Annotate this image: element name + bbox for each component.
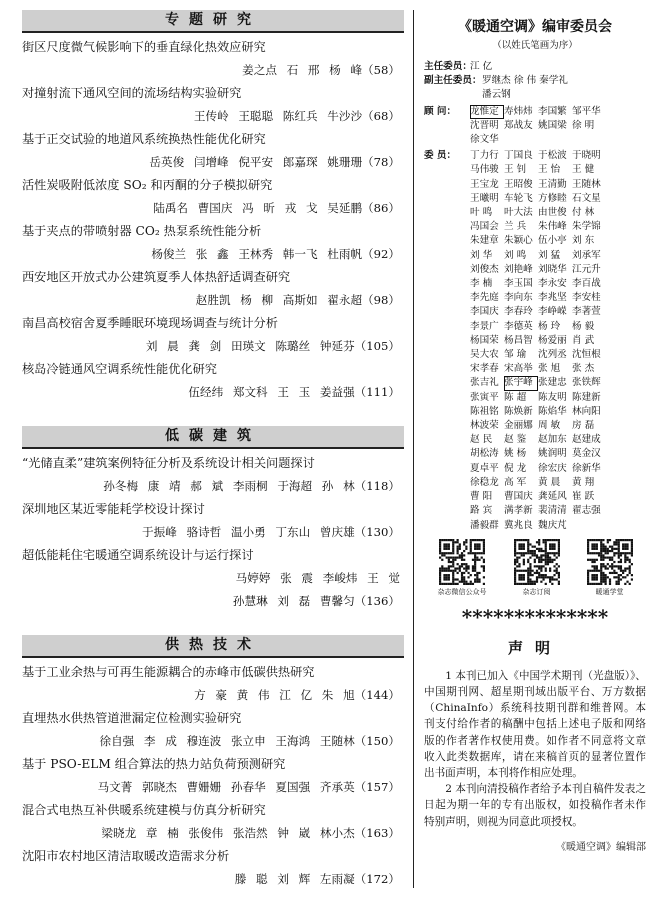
vice-label: 副主任委员：	[424, 75, 482, 87]
committee-member: 马伟骏	[470, 164, 499, 176]
committee-member: 赵 鉴	[504, 434, 527, 446]
advisor-label: 顾 问：	[424, 105, 457, 117]
qr-codes	[424, 539, 646, 597]
committee-member: 倪 龙	[504, 462, 527, 474]
chair-label: 主任委员：	[424, 61, 472, 72]
committee-member: 刘 鸣	[504, 249, 527, 261]
committee-member: 张 旭	[538, 363, 561, 375]
article-authors: 徐自强 李 成 穆连波 张立申 王海鸿 王随林（150）	[99, 734, 400, 748]
article-title[interactable]: 基于 PSO-ELM 组合算法的热力站负荷预测研究	[22, 757, 286, 771]
committee-member: 王宝龙	[470, 178, 499, 190]
article-authors: 陆禹名 曹国庆 冯 昕 戎 戈 吴延鹏（86）	[153, 201, 400, 215]
committee-member: 宋高举	[504, 363, 533, 375]
committee-member: 路 宾	[470, 505, 493, 517]
committee-member: 赵 民	[470, 434, 493, 446]
committee-member: 赵加东	[538, 434, 567, 446]
chair-name: 江 亿	[470, 61, 493, 72]
committee-member: 魏庆芃	[538, 519, 567, 531]
committee-member: 徐文华	[470, 134, 499, 146]
qr-code[interactable]	[514, 539, 560, 597]
article-title[interactable]: 西安地区开放式办公建筑夏季人体热舒适调查研究	[22, 270, 291, 284]
committee-member: 李永安	[538, 278, 567, 290]
committee-member: 周 敏	[538, 420, 561, 432]
committee-member: 叶 鸣	[470, 207, 493, 219]
advisor-row	[424, 105, 646, 148]
qr-code[interactable]	[587, 539, 633, 597]
committee-member: 潘毅群	[470, 519, 499, 531]
committee-member: 付 林	[572, 207, 595, 219]
committee-member: 丁力行	[470, 150, 499, 162]
article-title[interactable]: “光储直柔”建筑案例特征分析及系统设计相关问题探讨	[22, 456, 315, 470]
committee-member: 冀兆良	[504, 519, 533, 531]
committee-member: 王清勤	[538, 178, 567, 190]
committee-member: 林波荣	[470, 420, 499, 432]
article-title[interactable]: 深圳地区某近零能耗学校设计探讨	[22, 502, 205, 516]
article-authors: 伍经纬 郑文科 王 玉 姜益强（111）	[188, 385, 400, 399]
qr-code[interactable]	[438, 539, 487, 597]
committee-member: 姚国梁	[538, 119, 567, 131]
committee-member: 李兆坚	[538, 292, 567, 304]
qr-code-label: 暖通学堂	[595, 587, 624, 596]
vice-names: 罗继杰 徐 伟 秦学礼	[482, 75, 568, 87]
article-title[interactable]: 南昌高校宿舍夏季睡眠环境现场调查与统计分析	[22, 316, 278, 330]
committee-member: 邹 瑜	[504, 349, 527, 361]
committee-member: 江元升	[572, 263, 601, 275]
article-authors: 马婷婷 张 震 李峻炜 王 觉	[235, 571, 400, 585]
advisor-grid	[470, 105, 606, 148]
committee-member: 李先庭	[470, 292, 499, 304]
article-authors: 于振峰 骆诗哲 温小勇 丁东山 曾庆雄（130）	[142, 525, 400, 539]
committee-member: 李向东	[504, 292, 533, 304]
committee-member: 王随林	[572, 178, 601, 190]
committee-member: 刘 华	[470, 249, 493, 261]
committee-member: 李峥嵘	[538, 306, 567, 318]
committee-member: 张吉礼	[470, 377, 499, 389]
committee-member: 李春玲	[504, 306, 533, 318]
committee-member: 杨国荣	[470, 334, 499, 346]
committee-member: 刘晓华	[538, 263, 567, 275]
article-title[interactable]: 基于正交试验的地道风系统换热性能优化研究	[22, 132, 266, 146]
committee-member: 杨爱丽	[538, 334, 567, 346]
declaration-paragraph-2: 2 本刊向清投稿作者给予本刊自稿件发表之日起为期一年的专有出版权，如投稿作者未作特别声明，则视为同意此项授权。	[424, 783, 646, 828]
committee-member: 徐宏庆	[538, 462, 567, 474]
committee-member: 满孝新	[504, 505, 533, 517]
committee-member: 张寅平	[470, 391, 499, 403]
committee-member: 车轮飞	[504, 192, 533, 204]
committee-member: 林向阳	[572, 405, 601, 417]
committee-member: 于松波	[538, 150, 567, 162]
committee-member: 李 楠	[470, 278, 493, 290]
article-title[interactable]: 基于夹点的带喷射器 CO₂ 热泵系统性能分析	[22, 224, 262, 238]
committee-member: 李国庆	[470, 306, 499, 318]
article-title[interactable]: 活性炭吸附低浓度 SO₂ 和丙酮的分子模拟研究	[22, 178, 273, 192]
article-title[interactable]: 超低能耗住宅暖通空调系统设计与运行探讨	[22, 548, 254, 562]
committee-member: 崔 跃	[572, 491, 595, 503]
committee-member: 张铁辉	[572, 377, 601, 389]
committee-member: 寿炜炜	[504, 105, 533, 117]
committee-member: 刘俊杰	[470, 263, 499, 275]
committee-member: 吴大农	[470, 349, 499, 361]
star-divider: **************	[461, 604, 609, 629]
committee-member: 黄 翔	[572, 476, 595, 488]
committee-member: 赵建成	[572, 434, 601, 446]
committee-member: 由世俊	[538, 207, 567, 219]
article-title[interactable]: 沈阳市农村地区清洁取暖改造需求分析	[22, 849, 230, 863]
committee-member: 朱建章	[470, 235, 499, 247]
committee-member: 郑战友	[504, 119, 533, 131]
declaration-title: 声明	[507, 638, 562, 657]
article-authors-continued: 孙慧琳 刘 磊 曹馨匀（136）	[232, 594, 400, 608]
committee-member: 沈晋明	[470, 119, 499, 131]
article-authors: 马文菁 郭晓杰 曹姗姗 孙春华 夏国强 齐承英（157）	[97, 780, 400, 794]
member-row	[424, 149, 646, 532]
committee-member: 石文星	[572, 192, 601, 204]
member-grid	[470, 149, 606, 532]
article-authors: 岳英俊 闫增峰 倪平安 郎嘉琛 姚珊珊（78）	[149, 155, 400, 169]
committee-member: 李景广	[470, 320, 499, 332]
member-label: 委 员：	[424, 150, 457, 162]
committee-member: 胡松涛	[470, 448, 499, 460]
committee-member: 方修睦	[538, 192, 567, 204]
committee-member: 肖 武	[572, 334, 595, 346]
column-divider	[413, 10, 414, 888]
committee-member: 沈恒根	[572, 349, 601, 361]
committee-member: 陈焰华	[538, 405, 567, 417]
committee-member: 龚延风	[538, 491, 567, 503]
committee-member: 叶大法	[504, 207, 533, 219]
committee-member: 陈建新	[572, 391, 601, 403]
committee-member: 李玉国	[504, 278, 533, 290]
article-authors: 王传岭 王聪聪 陈红兵 牛沙沙（68）	[193, 109, 400, 123]
committee-member: 陈焕新	[504, 405, 533, 417]
section-heading: 专题研究	[22, 10, 404, 33]
chair-row	[424, 60, 646, 74]
committee-member: 张建忠	[538, 377, 567, 389]
committee-member: 金丽娜	[504, 420, 533, 432]
article-title[interactable]: 街区尺度微气候影响下的垂直绿化热效应研究	[22, 40, 266, 54]
article-title[interactable]: 基于工业余热与可再生能源耦合的赤峰市低碳供热研究	[22, 665, 315, 679]
article-authors: 滕 聪 刘 辉 左雨凝（172）	[234, 872, 400, 886]
committee-member: 陈 超	[504, 391, 527, 403]
committee-member: 徐稳龙	[470, 476, 499, 488]
committee-member: 莫金汉	[572, 448, 601, 460]
committee-member: 王 健	[572, 164, 595, 176]
committee-member: 刘 猛	[538, 249, 561, 261]
committee-member: 高 军	[504, 476, 527, 488]
committee-member: 杨昌智	[504, 334, 533, 346]
committee-member: 伍小亭	[538, 235, 567, 247]
committee-member: 李安桂	[572, 292, 601, 304]
committee-member: 裴清清	[538, 505, 567, 517]
committee-member: 刘承军	[572, 249, 601, 261]
committee-member: 杨 毅	[572, 320, 595, 332]
committee-member: 丁国良	[504, 150, 533, 162]
committee-member: 王昭俊	[504, 178, 533, 190]
article-title[interactable]: 对撞射流下通风空间的流场结构实验研究	[22, 86, 242, 100]
declaration-paragraph-1: 1 本刊已加入《中国学术期刊（光盘版）》、中国期刊网、超星期刊域出版平台、万方数据（ChinaInfo）系统科技期刊群和维普网。本刊支付给作者的稿酬中包括上述电子版和网络版的作者著作权使用费。如作者不同意将文章收入此类数据库，请在来稿首页的显著位置作出书面声明，本刊将作相应处理。	[424, 669, 646, 779]
article-authors: 方 豪 黄 伟 江 亿 朱 旭（144）	[194, 688, 400, 702]
committee-member: 李百战	[572, 278, 601, 290]
article-title[interactable]: 混合式电热互补供暖系统建模与仿真分析研究	[22, 803, 266, 817]
committee-member: 陈友明	[538, 391, 567, 403]
article-title[interactable]: 直埋热水供热管道泄漏定位检测实验研究	[22, 711, 242, 725]
committee-member: 冯国会	[470, 221, 499, 233]
committee-member: 陈祖铭	[470, 405, 499, 417]
committee-member: 黄 晨	[538, 476, 561, 488]
committee-member: 王 钊	[504, 164, 527, 176]
qr-code-icon	[514, 539, 560, 585]
committee-member: 刘艳峰	[504, 263, 533, 275]
committee-member: 张 杰	[572, 363, 595, 375]
committee-member: 王 怡	[538, 164, 561, 176]
committee-member: 刘 东	[572, 235, 595, 247]
committee-member: 王曦明	[470, 192, 499, 204]
committee-subtitle: （以姓氏笔画为序）	[492, 40, 578, 51]
committee-member: 曹 阳	[470, 491, 493, 503]
committee-member: 宋孝春	[470, 363, 499, 375]
article-authors: 杨俊兰 张 鑫 王林秀 韩一飞 杜雨帆（92）	[151, 247, 400, 261]
committee-member: 朱学锦	[572, 221, 601, 233]
committee-member: 龙惟定	[470, 105, 504, 119]
article-authors: 赵胜凯 杨 柳 高斯如 翟永超（98）	[195, 293, 400, 307]
committee-member: 朱伟峰	[538, 221, 567, 233]
section-heading: 供热技术	[22, 635, 404, 658]
qr-code-icon	[587, 539, 633, 585]
qr-code-icon	[439, 539, 485, 585]
article-authors: 孙冬梅 康 靖 郝 斌 李雨桐 于海超 孙 林（118）	[103, 479, 400, 493]
committee-member: 翟志强	[572, 505, 601, 517]
committee-member: 曹国庆	[504, 491, 533, 503]
vice-row	[424, 74, 646, 88]
committee-member: 姚润明	[538, 448, 567, 460]
article-authors: 刘 晨 龚 剑 田瑛文 陈璐丝 钟延芬（105）	[145, 339, 400, 353]
committee-member: 沈列丞	[538, 349, 567, 361]
committee-member: 李著萱	[572, 306, 601, 318]
committee-member: 徐 明	[572, 119, 595, 131]
committee-member: 李国繁	[538, 105, 567, 117]
article-title[interactable]: 核岛冷链通风空调系统性能优化研究	[22, 362, 217, 376]
section-heading: 低碳建筑	[22, 426, 404, 449]
committee-member: 夏卓平	[470, 462, 499, 474]
committee-member: 兰 兵	[504, 221, 527, 233]
committee-member: 李德英	[504, 320, 533, 332]
article-authors: 姜之点 石 邢 杨 峰（58）	[242, 63, 400, 77]
declaration-signature: 《暖通空调》编辑部	[556, 841, 646, 853]
qr-code-label: 杂志订阅	[522, 587, 551, 596]
committee-member: 杨 玲	[538, 320, 561, 332]
sidebar	[424, 10, 646, 853]
committee-member: 房 磊	[572, 420, 595, 432]
qr-code-label: 杂志微信公众号	[437, 587, 487, 596]
committee-member: 朱颖心	[504, 235, 533, 247]
committee-member: 邹平华	[572, 105, 601, 117]
committee-member: 徐新华	[572, 462, 601, 474]
committee-member: 张宇峰	[504, 376, 538, 390]
article-authors: 梁晓龙 章 楠 张俊伟 张浩然 钟 崴 林小杰（163）	[101, 826, 400, 840]
vice-names-2: 潘云钢	[482, 89, 511, 101]
committee-title: 《暖通空调》编审委员会	[458, 19, 612, 35]
table-of-contents	[22, 10, 404, 891]
committee-member: 于晓明	[572, 150, 601, 162]
vice-row-2	[424, 88, 646, 102]
committee-member: 姚 杨	[504, 448, 527, 460]
